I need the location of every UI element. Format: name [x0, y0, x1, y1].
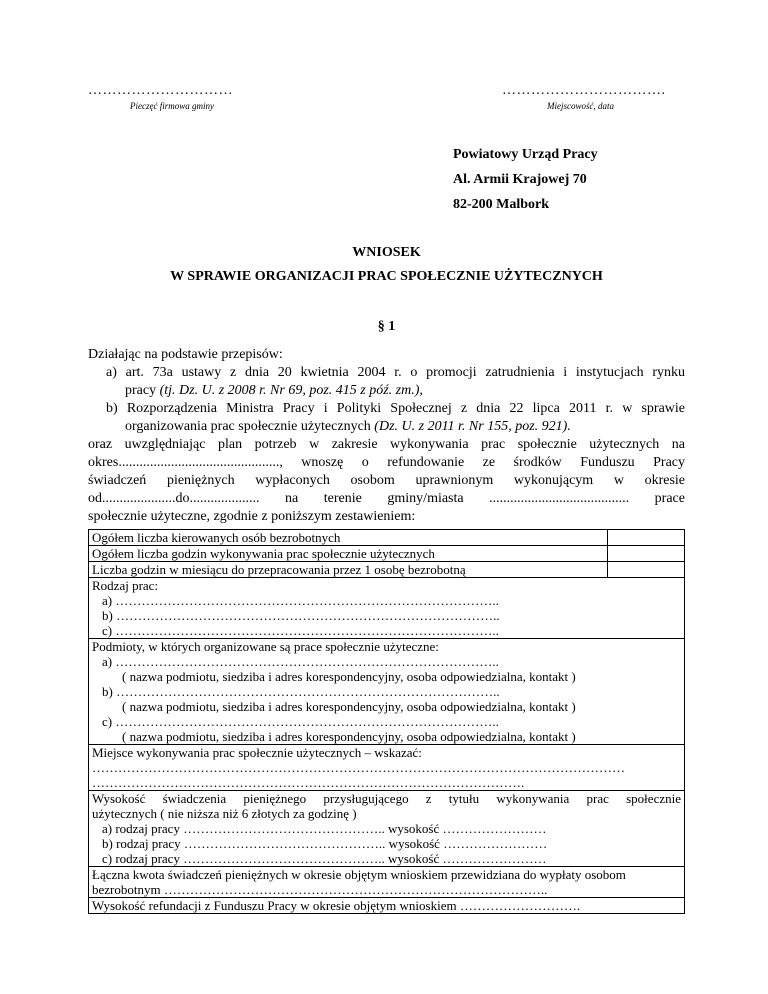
- intro-paragraph-line2: okres.............................................., wnoszę o refundowanie ze środków Funduszu Pracy: [88, 455, 685, 470]
- benefit-amount-label-line1: Wysokość świadczenia pieniężnego przysługującego z tytułu wykonywania prac społecznie: [92, 791, 681, 806]
- entity-c: c) ……………………………………………………………………………..: [102, 714, 499, 729]
- entity-b-note: ( nazwa podmiotu, siedziba i adres korespondencyjny, osoba odpowiedzialna, kontakt ): [122, 699, 576, 714]
- section-number: § 1: [377, 319, 396, 334]
- benefit-amount-cell[interactable]: [89, 791, 685, 867]
- doc-subtitle: W SPRAWIE ORGANIZACJI PRAC SPOŁECZNIE UŻYTECZNYCH: [170, 269, 603, 284]
- entity-a-note: ( nazwa podmiotu, siedziba i adres korespondencyjny, osoba odpowiedzialna, kontakt ): [122, 669, 576, 684]
- entity-b: b) ……………………………………………………………………………..: [102, 684, 500, 699]
- refund-amount-cell[interactable]: Wysokość refundacji z Funduszu Pracy w okresie objętym wnioskiem ……………………….: [89, 898, 685, 914]
- basis-b-line2: [125, 418, 571, 436]
- table-row: [89, 639, 685, 745]
- work-type-label: Rodzaj prac:: [92, 578, 159, 593]
- table-row: [89, 745, 685, 791]
- unemployed-count-label: Ogółem liczba kierowanych osób bezrobotnych: [89, 530, 608, 546]
- place-date-dotted-line: …………………………….: [502, 83, 666, 98]
- work-place-cell[interactable]: [89, 745, 685, 791]
- work-type-b: b) ……………………………………………………………………………..: [102, 608, 500, 623]
- doc-title: WNIOSEK: [352, 245, 421, 260]
- total-benefits-label-line2: bezrobotnym ……………………………………………………………………………..: [92, 882, 548, 897]
- monthly-hours-field[interactable]: [608, 562, 685, 578]
- work-type-c: c) ……………………………………………………………………………..: [102, 623, 499, 638]
- basis-a-word: pracy: [125, 383, 157, 398]
- recipient-city: 82-200 Malbork: [453, 197, 550, 212]
- basis-b-line1: b) Rozporządzenia Ministra Pracy i Polityki Społecznej z dnia 22 lipca 2011 r. w sprawie: [106, 401, 685, 416]
- intro-paragraph-line5: społecznie użyteczne, zgodnie z poniższym zestawieniem:: [88, 509, 416, 524]
- benefit-amount-b: b) rodzaj pracy ……………………………………….. wysokość ……………………: [102, 836, 548, 851]
- entity-a: a) ……………………………………………………………………………..: [102, 654, 499, 669]
- total-benefits-label-line1: Łączna kwota świadczeń pieniężnych w okresie objętym wnioskiem przewidziana do wypłaty osobom: [92, 867, 626, 882]
- benefit-amount-label-line2: użytecznych ( nie niższa niż 6 złotych za godzinę ): [92, 806, 357, 821]
- benefit-amount-c: c) rodzaj pracy ……………………………………….. wysokość ……………………: [102, 851, 547, 866]
- stamp-dotted-line: …………………………: [88, 83, 233, 98]
- table-row: [89, 562, 685, 578]
- table-row: [89, 530, 685, 546]
- entities-cell[interactable]: [89, 639, 685, 745]
- basis-a-reference: (tj. Dz. U. z 2008 r. Nr 69, poz. 415 z póź. zm.),: [156, 383, 423, 398]
- work-place-dots-1: ……………………………………………………………………………………………………………: [92, 760, 625, 775]
- work-type-a: a) ……………………………………………………………………………..: [102, 593, 499, 608]
- benefit-amount-a: a) rodzaj pracy ……………………………………….. wysokość ……………………: [102, 821, 547, 836]
- total-benefits-cell[interactable]: [89, 867, 685, 898]
- recipient-street: Al. Armii Krajowej 70: [453, 172, 587, 187]
- table-row: [89, 578, 685, 639]
- refund-summary-table: [88, 529, 685, 914]
- intro-lead: Działając na podstawie przepisów:: [88, 347, 283, 362]
- table-row: [89, 867, 685, 898]
- monthly-hours-label: Liczba godzin w miesiącu do przepracowania przez 1 osobę bezrobotną: [89, 562, 608, 578]
- entity-c-note: ( nazwa podmiotu, siedziba i adres korespondencyjny, osoba odpowiedzialna, kontakt ): [122, 729, 576, 744]
- total-hours-field[interactable]: [608, 546, 685, 562]
- total-hours-label: Ogółem liczba godzin wykonywania prac społecznie użytecznych: [89, 546, 608, 562]
- work-type-cell[interactable]: [89, 578, 685, 639]
- place-date-caption: Miejscowość, data: [547, 101, 614, 111]
- work-place-dots-2: ……………………………………………………………………………………….: [92, 775, 525, 790]
- stamp-caption: Pieczęć firmowa gminy: [130, 101, 214, 111]
- basis-a-line1: a) art. 73a ustawy z dnia 20 kwietnia 2004 r. o promocji zatrudnienia i instytucjach rynku: [106, 365, 685, 380]
- recipient-office: Powiatowy Urząd Pracy: [453, 147, 598, 162]
- basis-a-line2: [125, 382, 423, 400]
- table-row: [89, 791, 685, 867]
- table-row: [89, 898, 685, 914]
- entities-label: Podmioty, w których organizowane są prace społecznie użyteczne:: [92, 639, 439, 654]
- basis-b-text: organizowania prac społecznie użytecznych: [125, 419, 371, 434]
- intro-paragraph-line1: oraz uwzględniając plan potrzeb w zakresie wykonywania prac społecznie użytecznych na: [88, 437, 685, 452]
- unemployed-count-field[interactable]: [608, 530, 685, 546]
- intro-paragraph-line3: świadczeń pieniężnych wypłaconych osobom uprawnionym wykonującym w okresie: [88, 473, 685, 488]
- work-place-label: Miejsce wykonywania prac społecznie użytecznych – wskazać:: [92, 745, 422, 760]
- basis-b-reference: (Dz. U. z 2011 r. Nr 155, poz. 921).: [370, 419, 571, 434]
- table-row: [89, 546, 685, 562]
- intro-paragraph-line4: od.....................do.................... na terenie gminy/miasta ........................................ prace: [88, 491, 685, 506]
